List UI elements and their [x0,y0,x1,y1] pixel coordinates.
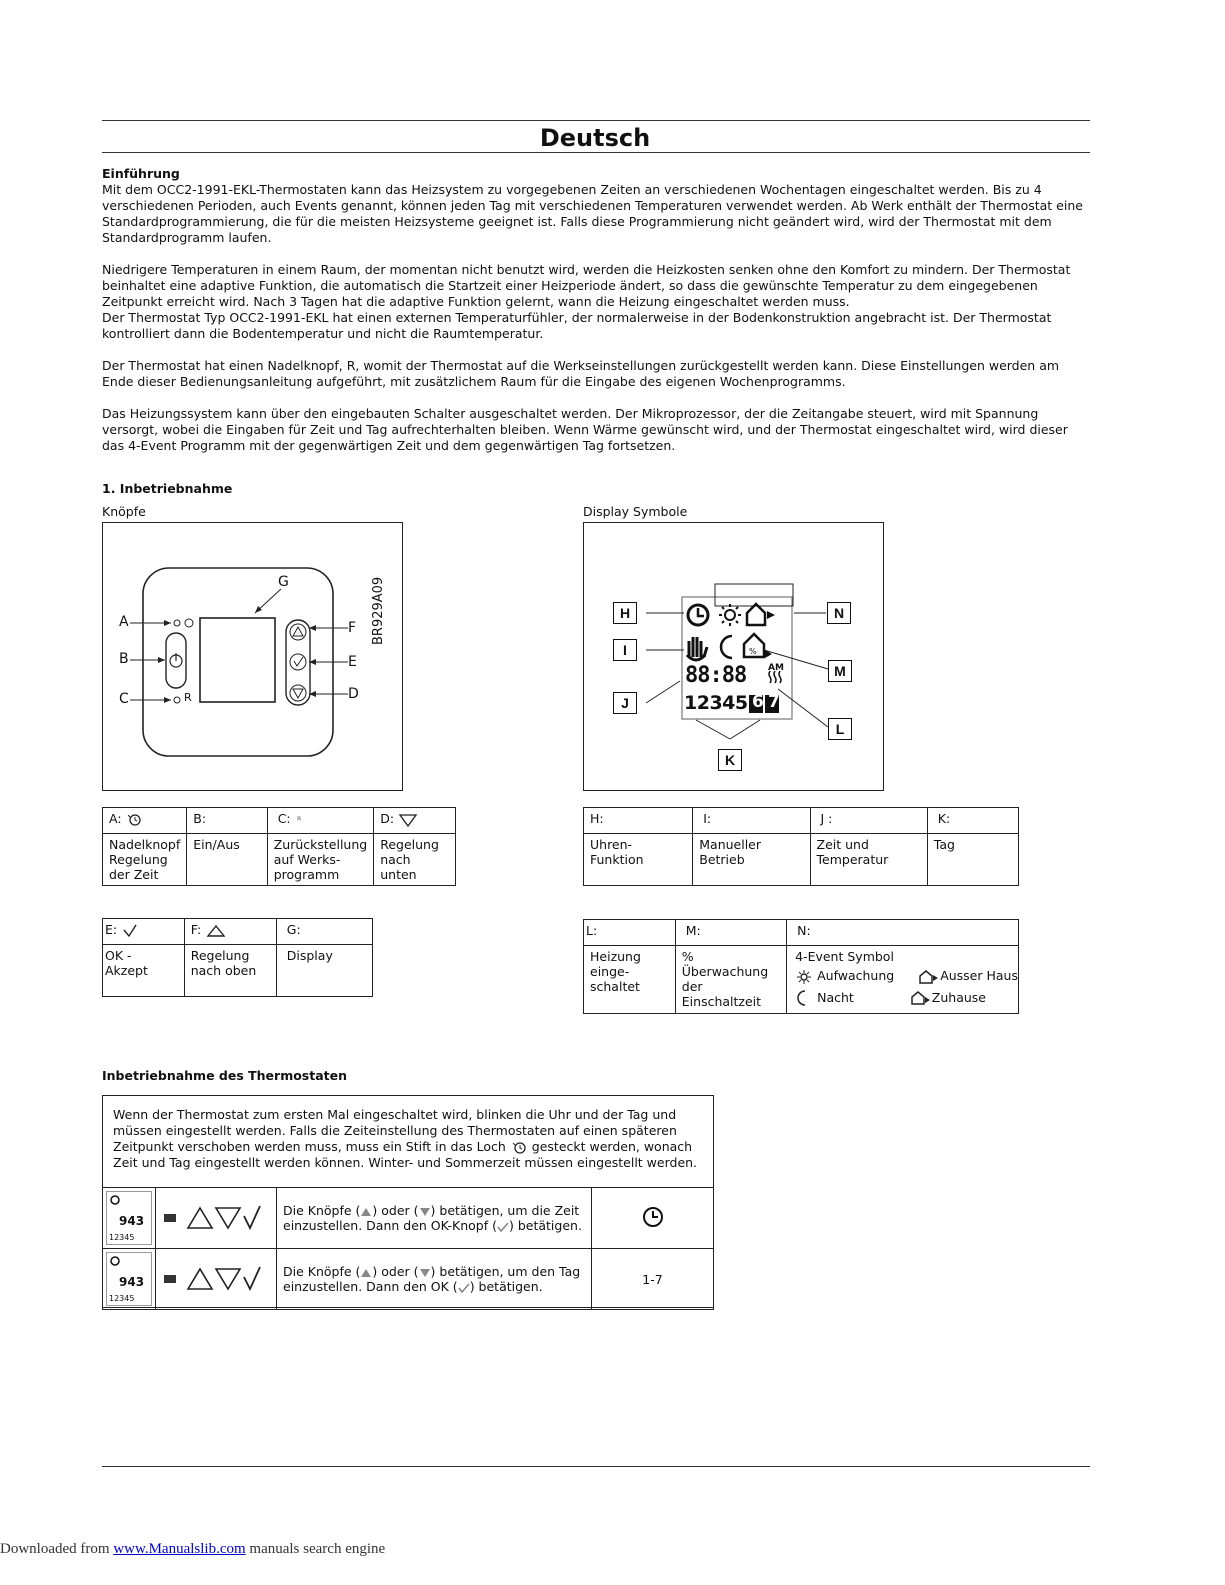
intro-section [102,166,1090,454]
clock-blink-icon [641,1204,665,1230]
knob-table-2 [102,918,373,997]
knob-header-e: E: [103,919,185,945]
callout-l: L [828,718,852,740]
intro-paragraph-4: Der Thermostat hat einen Nadelknopf, R, womit der Thermostat auf die Werkseinstellungen zurückgestellt werden kann. Diese Einstellungen werden am Ende dieser Bedienungsanleitung aufgeführt, mit zusätzlichem Raum für die Eingabe des eigenen Wochenprogramms. [102,358,1060,389]
knob-cell-a: Nadelknopf Regelung der Zeit [103,834,187,886]
display-symbols-label: Display Symbole [583,504,688,519]
lcd-day-6: 6 [752,692,764,712]
house-home-icon [910,991,932,1005]
startup-heading: Inbetriebnahme des Thermostaten [102,1068,348,1083]
event-night: Nacht [817,989,854,1005]
clock-icon [109,1194,121,1206]
step-1-lcd: 943 12345 [103,1188,156,1249]
knob-cell-c: Zurückstellung auf Werks- programm [267,834,374,886]
knob-header-a: A: [103,808,187,834]
intro-heading: Einführung [102,166,180,181]
callout-k: K [718,749,742,771]
knob-diagram [102,522,403,791]
step-2-lcd: 943 12345 [103,1249,156,1310]
knob-header-b: B: [187,808,267,834]
svg-text:%: % [749,647,757,656]
step-1-result [592,1188,714,1249]
diagram-code: BR929A09 [371,576,386,645]
knob-cell-b: Ein/Aus [187,834,267,886]
intro-paragraph-5: Das Heizungssystem kann über den eingebauten Schalter ausgeschaltet werden. Der Mikroprozessor, der die Zeitangabe steuert, wird mit Spannung versorgt, wobei die Eingaben für Zeit und Tag aufrechterhalten bleiben. Wenn Wärme gewünscht wird, und der Thermostat eingeschaltet wird, wird dieser das 4-Event Programm mit der gegenwärtigen Zeit und dem gegenwärtigen Tag fortsetzen. [102,406,1068,453]
knob-label-g: G [278,574,289,590]
check-icon [497,1222,509,1232]
moon-icon [795,990,813,1006]
callout-i: I [613,639,637,661]
knob-header-c: C: ᴿ [267,808,374,834]
intro-paragraph-3: Der Thermostat Typ OCC2-1991-EKL hat einen externen Temperaturfühler, der normalerweise in der Bodenkonstruktion angebracht ist. Der Thermostat kontrolliert dann die Bodentemperatur und nicht die Raumtemperatur. [102,310,1052,341]
intro-paragraph-2: Niedrigere Temperaturen in einem Raum, der momentan nicht benutzt wird, werden die Heizkosten senken ohne den Komfort zu mindern. Der Thermostat beinhaltet eine adaptive Funktion, die automatisch die Startzeit einer Heizperiode ändert, so dass die gewünschte Temperatur zu dem eingegebenen Zeitpunkt erreicht wird. Nach 3 Tagen hat die adaptive Funktion gelernt, wann die Heizung eingeschaltet werden muss. [102,262,1071,309]
sym-header-k: K: [927,808,1018,834]
knob-cell-e: OK - Akzept [103,945,185,997]
footer [0,1541,385,1558]
title-underline [102,152,1090,153]
footer-suffix: manuals search engine [249,1541,386,1557]
intro-paragraph-1: Mit dem OCC2-1991-EKL-Thermostaten kann das Heizsystem zu vorgegebenen Zeiten an verschiedenen Wochentagen eingeschaltet werden. Bis zu 4 verschiedenen Perioden, auch Events genannt, können jeden Tag mit verschiedenen Temperaturen verwendet werden. Ab Werk enthält der Thermostat eine Standardprogrammierung, die für die meisten Heizsysteme geeignet ist. Falls diese Programmierung nicht geändert wird, wird der Thermostat mit dem Standardprogramm laufen. [102,182,1083,245]
step-1-buttons [156,1188,277,1249]
step-2-buttons [156,1249,277,1310]
lcd-day-7: 7 [768,692,780,712]
up-arrow-icon [205,924,227,938]
symbol-table-1 [583,807,1019,886]
down-arrow-icon [419,1268,431,1278]
sym-header-h: H: [584,808,693,834]
knob-label-b: B [119,651,129,667]
callout-j: J [613,692,637,714]
callout-h: H [613,602,637,624]
sym-cell-j: Zeit und Temperatur [810,834,927,886]
sym-cell-i: Manueller Betrieb [693,834,810,886]
sun-icon [795,970,813,984]
footer-link[interactable]: www.Manualslib.com [113,1541,246,1557]
svg-text:ᴿ: ᴿ [296,815,302,827]
startup-note: Wenn der Thermostat zum ersten Mal eingeschaltet wird, blinken die Uhr und der Tag und müssen eingestellt werden. Falls die Zeiteinstellung des Thermostaten auf einen späteren Zeitpunkt verschoben werden muss, muss ein Stift in das Loch gesteckt werden, wonach Zeit und Tag eingestellt werden können. Winter- und Sommerzeit müssen eingestellt werden. [113,1107,698,1170]
step-2-text: Die Knöpfe ( ) oder ( ) betätigen, um den Tag einzustellen. Dann den OK ( ) betätigen. [277,1249,592,1310]
knob-label-d: D [348,686,359,702]
display-diagram [583,522,884,791]
sym-cell-h: Uhren- Funktion [584,834,693,886]
bottom-rule [102,1466,1090,1467]
knob-header-g: G: [276,919,372,945]
sym-header-i: I: [693,808,810,834]
event-wakeup: Aufwachung [817,968,895,983]
up-arrow-icon [360,1268,372,1278]
house-away-icon [918,970,940,984]
buttons-up-down-ok-icon [162,1202,262,1232]
buttons-up-down-ok-icon [162,1263,262,1293]
clock-reset-icon [510,1141,528,1155]
sym-cell-l: Heizung einge- schaltet [584,946,676,1014]
knob-header-d: D: [374,808,456,834]
lcd-days: 12345 [684,692,748,714]
sym-cell-k: Tag [927,834,1018,886]
knob-header-f: F: [184,919,276,945]
symbol-table-2 [583,919,1019,1014]
footer-prefix: Downloaded from [0,1541,110,1557]
callout-m: M [828,660,852,682]
callout-n: N [827,602,851,624]
knob-cell-f: Regelung nach oben [184,945,276,997]
check-icon [458,1283,470,1293]
knob-cell-g: Display [276,945,372,997]
knob-label-a: A [119,614,129,630]
check-icon [121,924,139,938]
event-home: Zuhause [931,989,986,1005]
startup-steps-table [102,1187,714,1310]
sym-cell-m: % Überwachung der Einschaltzeit [675,946,786,1014]
down-arrow-icon [398,813,418,827]
step-2-result: 1-7 [592,1249,714,1310]
event-away: Ausser Haus [940,968,1018,983]
knob-label-f: F [348,620,357,636]
knob-label-e: E [348,654,357,670]
lcd-digits: 88:88 [685,663,747,688]
sym-header-m: M: [675,920,786,946]
reset-icon [295,813,311,827]
sym-cell-n [787,946,1019,1014]
knob-table-1 [102,807,456,886]
knob-cell-d: Regelung nach unten [374,834,456,886]
up-arrow-icon [360,1207,372,1217]
down-arrow-icon [419,1207,431,1217]
clock-icon [109,1255,121,1267]
lcd-am: AM [768,663,784,673]
knobs-label: Knöpfe [102,504,146,519]
clock-reset-icon [126,813,142,827]
step-1-text: Die Knöpfe ( ) oder ( ) betätigen, um die Zeit einzustellen. Dann den OK-Knopf ( ) betätigen. [277,1188,592,1249]
top-rule [102,120,1090,121]
page-title: Deutsch [539,124,651,152]
sym-header-n: N: [787,920,1019,946]
reset-r-label: R [184,691,192,704]
sym-header-l: L: [584,920,676,946]
knob-label-c: C [119,691,129,707]
sym-header-j: J : [810,808,927,834]
thermostat-front-drawing [103,523,402,790]
section1-heading: 1. Inbetriebnahme [102,481,233,496]
four-event-title: 4-Event Symbol [795,949,894,964]
